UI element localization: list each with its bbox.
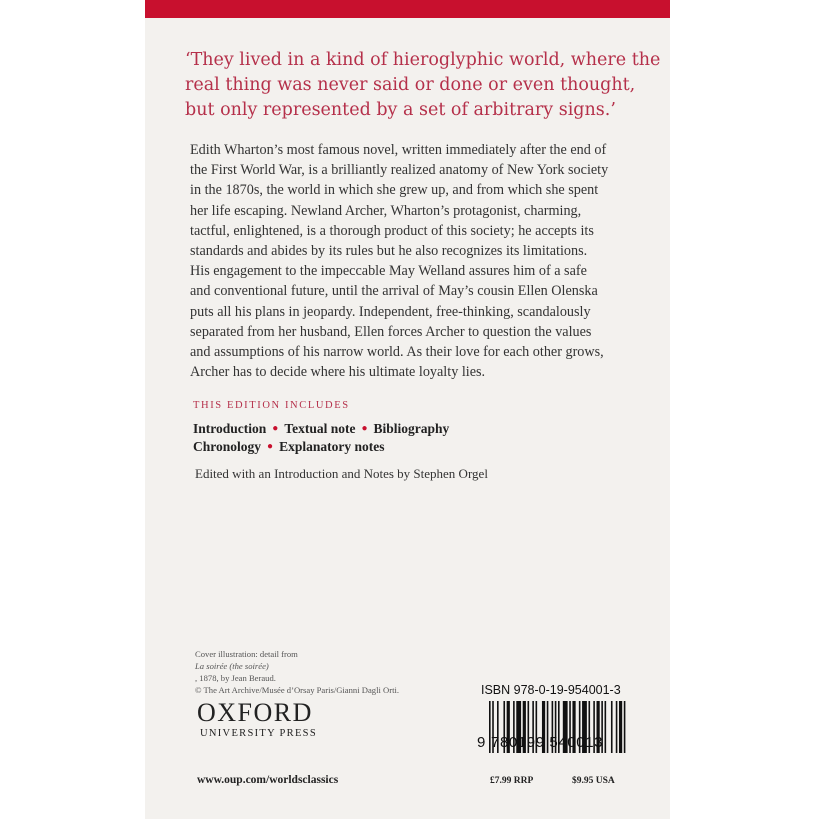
isbn-label: ISBN 978-0-19-954001-3 [481,683,621,697]
edition-item-bibliography: Bibliography [373,421,450,436]
credit-suffix: , 1878, by Jean Beraud. [195,673,276,683]
painting-title: La soirée (the soirée) [195,661,269,671]
publisher-url: www.oup.com/worldsclassics [197,774,339,786]
publisher-logo: OXFORD [197,698,313,727]
blurb-line: puts all his plans in jeopardy. Independent, free-thinking, scandalously [190,303,591,320]
cover-illustration-credit [195,648,399,696]
bullet-separator: ● [272,423,279,434]
edition-item-textual-note: Textual note [284,421,356,436]
edition-item-introduction: Introduction [193,421,267,436]
pull-quote [185,48,661,123]
blurb-line: standards and abides by its rules but he also recognizes its limitations. [190,243,588,260]
blurb-line: her life escaping. Newland Archer, Wharton’s protagonist, charming, [190,202,582,219]
blurb-line: in the 1870s, the world in which she grew up, and from which she spent [190,182,599,199]
edition-item-chronology: Chronology [193,439,262,454]
credit-line [195,648,399,684]
barcode-bar [619,701,622,753]
blurb-line: separated from her husband, Ellen forces Archer to question the values [190,323,592,340]
blurb-line: His engagement to the impeccable May Welland assures him of a safe [190,263,587,280]
quote-line: but only represented by a set of arbitrary signs.’ [185,100,616,120]
barcode-digit-first: 9 [477,734,486,751]
book-back-cover [145,0,670,819]
bullet-separator: ● [361,423,368,434]
blurb-line: tactful, enlightened, is a thorough product of this society; he accepts its [190,222,594,239]
blurb-line: the First World War, is a brilliantly realized anatomy of New York society [190,162,609,179]
credit-line: © The Art Archive/Musée d’Orsay Paris/Gianni Dagli Orti. [195,685,399,695]
bullet-separator: ● [267,441,274,452]
credit-prefix: Cover illustration: detail from [195,649,298,659]
top-color-band [145,0,670,18]
edition-heading: THIS EDITION INCLUDES [193,400,350,411]
book-blurb [190,140,660,382]
quote-line: ‘They lived in a kind of hieroglyphic world, where the [185,50,661,70]
publisher-subtitle: UNIVERSITY PRESS [200,728,317,739]
barcode-bar [611,701,613,753]
barcode-digit-rest: 780199 540013 [491,734,604,751]
price-uk: £7.99 RRP [490,776,534,786]
quote-line: real thing was never said or done or even thought, [185,75,636,95]
price-us: $9.95 USA [572,776,615,786]
barcode-bar [605,701,607,753]
editor-credit: Edited with an Introduction and Notes by Stephen Orgel [195,466,488,481]
barcode-bar [616,701,618,753]
barcode-bar [624,701,626,753]
blurb-line: and conventional future, until the arrival of May’s cousin Ellen Olenska [190,283,598,300]
edition-item-explanatory-notes: Explanatory notes [279,439,385,454]
barcode-block [475,683,630,765]
blurb-line: Edith Wharton’s most famous novel, written immediately after the end of [190,142,607,158]
edition-items-row [193,439,384,455]
edition-items-row [193,421,449,437]
blurb-line: and assumptions of his narrow world. As their love for each other grows, [190,344,604,361]
blurb-line: Archer has to decide where his ultimate loyalty lies. [190,364,486,381]
